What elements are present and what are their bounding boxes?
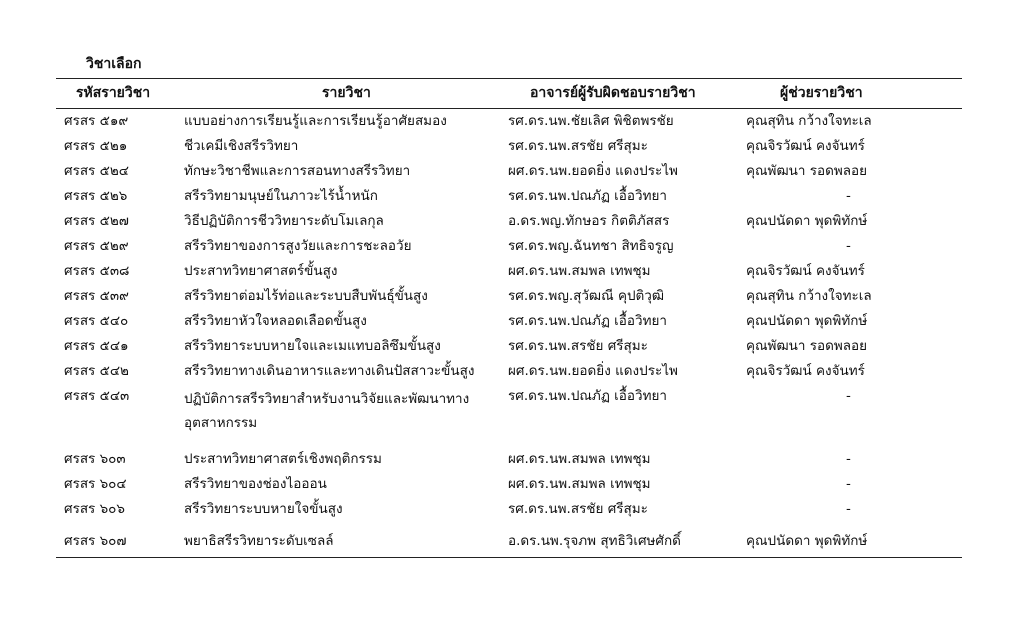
table-cell-name: พยาธิสรีรวิทยาระดับเซลล์ [184, 533, 334, 549]
table-cell-code: ศรสร ๖๐๗ [64, 533, 127, 549]
table-cell-instructor: รศ.ดร.นพ.ชัยเลิศ พิชิตพรชัย [508, 113, 674, 129]
section-title: วิชาเลือก [86, 56, 142, 72]
table-cell-code: ศรสร ๕๒๑ [64, 138, 128, 154]
table-cell-code: ศรสร ๖๐๓ [64, 451, 126, 467]
table-cell-assistant: คุณปนัดดา พุดพิทักษ์ [746, 313, 868, 329]
table-cell-name: แบบอย่างการเรียนรู้และการเรียนรู้อาศัยสมอง [184, 113, 447, 129]
table-cell-instructor: รศ.ดร.นพ.ปณภัฏ เอื้อวิทยา [508, 313, 667, 329]
table-cell-instructor: ผศ.ดร.นพ.สมพล เทพชุม [508, 263, 651, 279]
table-cell-assistant: คุณพัฒนา รอดพลอย [746, 338, 868, 354]
table-cell-code: ศรสร ๕๔๒ [64, 363, 129, 379]
table-cell-code: ศรสร ๕๔๓ [64, 388, 130, 404]
table-cell-code: ศรสร ๕๒๗ [64, 213, 129, 229]
table-cell-code: ศรสร ๕๑๙ [64, 113, 129, 129]
table-cell-name: ชีวเคมีเชิงสรีรวิทยา [184, 138, 299, 154]
table-cell-code: ศรสร ๕๒๙ [64, 238, 129, 254]
table-cell-name: วิธีปฏิบัติการชีววิทยาระดับโมเลกุล [184, 213, 384, 229]
table-cell-instructor: ผศ.ดร.นพ.ยอดยิ่ง แดงประไพ [508, 363, 678, 379]
table-cell-assistant: คุณจิรวัฒน์ คงจันทร์ [746, 263, 865, 279]
table-cell-name: ประสาทวิทยาศาสตร์ขั้นสูง [184, 263, 338, 279]
table-cell-code: ศรสร ๖๐๖ [64, 501, 125, 517]
table-cell-code: ศรสร ๕๓๙ [64, 288, 129, 304]
table-top-rule [56, 78, 962, 79]
table-cell-instructor: ผศ.ดร.นพ.สมพล เทพชุม [508, 476, 651, 492]
table-cell-instructor: ผศ.ดร.นพ.ยอดยิ่ง แดงประไพ [508, 163, 678, 179]
header-instructor: อาจารย์ผู้รับผิดชอบรายวิชา [530, 85, 696, 101]
table-cell-instructor: รศ.ดร.นพ.ปณภัฏ เอื้อวิทยา [508, 188, 667, 204]
table-cell-assistant: - [846, 238, 851, 254]
table-cell-name: สรีรวิทยาของการสูงวัยและการชะลอวัย [184, 238, 412, 254]
table-cell-instructor: รศ.ดร.นพ.ปณภัฏ เอื้อวิทยา [508, 388, 667, 404]
table-cell-assistant: คุณสุทิน กว้างใจทะเล [746, 113, 872, 129]
table-cell-code: ศรสร ๕๔๑ [64, 338, 129, 354]
table-cell-instructor: อ.ดร.พญ.ทักษอร กิตติภัสสร [508, 213, 670, 229]
table-cell-code: ศรสร ๕๒๔ [64, 163, 129, 179]
table-cell-assistant: คุณปนัดดา พุดพิทักษ์ [746, 533, 868, 549]
table-cell-instructor: ผศ.ดร.นพ.สมพล เทพชุม [508, 451, 651, 467]
table-cell-assistant: - [846, 188, 851, 204]
table-cell-name: ทักษะวิชาชีพและการสอนทางสรีรวิทยา [184, 163, 411, 179]
table-cell-assistant: - [846, 501, 851, 517]
table-cell-code: ศรสร ๖๐๔ [64, 476, 127, 492]
table-cell-name: ปฏิบัติการสรีรวิทยาสำหรับงานวิจัยและพัฒนาทางอุตสาหกรรม [184, 391, 470, 431]
table-cell-instructor: รศ.ดร.นพ.สรชัย ศรีสุมะ [508, 338, 648, 354]
table-cell-assistant: คุณปนัดดา พุดพิทักษ์ [746, 213, 868, 229]
header-name: รายวิชา [322, 85, 371, 101]
header-code: รหัสรายวิชา [76, 85, 151, 101]
table-cell-name: สรีรวิทยาระบบหายใจและเมแทบอลิซึมขั้นสูง [184, 338, 441, 354]
table-cell-name: สรีรวิทยามนุษย์ในภาวะไร้น้ำหนัก [184, 188, 378, 204]
table-cell-instructor: รศ.ดร.นพ.สรชัย ศรีสุมะ [508, 138, 648, 154]
table-cell-assistant: - [846, 388, 851, 404]
table-cell-instructor: รศ.ดร.พญ.ฉันทชา สิทธิจรูญ [508, 238, 674, 254]
table-cell-name: สรีรวิทยาของช่องไอออน [184, 476, 327, 492]
header-assistant: ผู้ช่วยรายวิชา [780, 85, 863, 101]
table-cell-assistant: - [846, 476, 851, 492]
table-cell-assistant: คุณจิรวัฒน์ คงจันทร์ [746, 138, 865, 154]
table-cell-code: ศรสร ๕๓๘ [64, 263, 130, 279]
table-cell-code: ศรสร ๕๔๐ [64, 313, 129, 329]
table-cell-name: ประสาทวิทยาศาสตร์เชิงพฤติกรรม [184, 451, 382, 467]
table-cell-name: สรีรวิทยาต่อมไร้ท่อและระบบสืบพันธุ์ขั้นสูง [184, 288, 428, 304]
table-cell-code: ศรสร ๕๒๖ [64, 188, 128, 204]
table-cell-instructor: รศ.ดร.นพ.สรชัย ศรีสุมะ [508, 501, 648, 517]
table-bottom-rule [56, 557, 962, 558]
table-cell-assistant: คุณสุทิน กว้างใจทะเล [746, 288, 872, 304]
table-cell-instructor: อ.ดร.นพ.รุจภพ สุทธิวิเศษศักดิ์ [508, 533, 681, 549]
table-cell-name: สรีรวิทยาระบบหายใจขั้นสูง [184, 501, 343, 517]
table-cell-name: สรีรวิทยาทางเดินอาหารและทางเดินปัสสาวะขั้นสูง [184, 363, 475, 379]
table-cell-assistant: - [846, 451, 851, 467]
table-cell-instructor: รศ.ดร.พญ.สุวัฒณี คุปติวุฒิ [508, 288, 665, 304]
table-header-rule [56, 108, 962, 109]
table-cell-name: สรีรวิทยาหัวใจหลอดเลือดขั้นสูง [184, 313, 367, 329]
table-cell-assistant: คุณพัฒนา รอดพลอย [746, 163, 868, 179]
table-cell-assistant: คุณจิรวัฒน์ คงจันทร์ [746, 363, 865, 379]
